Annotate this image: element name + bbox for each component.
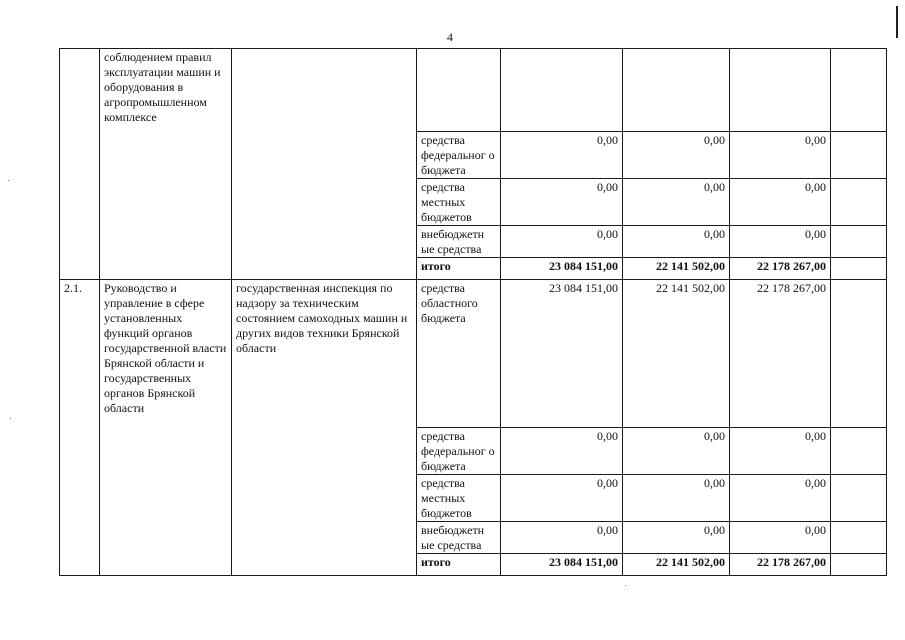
scan-edge-mark — [896, 6, 898, 38]
amount-year1-cell: 23 084 151,00 — [501, 280, 623, 428]
amount-year3-cell: 0,00 — [730, 428, 831, 475]
amount-year1-cell: 0,00 — [501, 132, 623, 179]
funding-source-cell: средства областного бюджета — [417, 280, 501, 428]
total-label-cell: итого — [417, 554, 501, 576]
amount-year2-cell — [623, 49, 730, 132]
funding-source-cell: внебюджетн ые средства — [417, 522, 501, 554]
amount-year2-cell: 0,00 — [623, 179, 730, 226]
amount-year3-cell: 0,00 — [730, 226, 831, 258]
amount-year2-cell: 0,00 — [623, 132, 730, 179]
amount-year3-cell: 0,00 — [730, 522, 831, 554]
amount-year1-cell: 0,00 — [501, 179, 623, 226]
row-number-cell — [60, 49, 100, 280]
amount-year3-cell — [730, 49, 831, 132]
amount-year3-cell: 22 178 267,00 — [730, 280, 831, 428]
row-number-cell: 2.1. — [60, 280, 100, 576]
amount-year1-cell — [501, 49, 623, 132]
scan-speck — [625, 585, 626, 586]
total-year3-cell: 22 178 267,00 — [730, 258, 831, 280]
empty-cell — [831, 428, 887, 475]
empty-cell — [831, 522, 887, 554]
amount-year1-cell: 0,00 — [501, 428, 623, 475]
executor-cell — [232, 49, 417, 280]
page-number: 4 — [447, 30, 453, 44]
amount-year2-cell: 0,00 — [623, 522, 730, 554]
scan-speck — [8, 180, 9, 181]
empty-cell — [831, 280, 887, 428]
empty-cell — [831, 554, 887, 576]
amount-year2-cell: 0,00 — [623, 428, 730, 475]
amount-year3-cell: 0,00 — [730, 475, 831, 522]
amount-year2-cell: 0,00 — [623, 226, 730, 258]
amount-year3-cell: 0,00 — [730, 179, 831, 226]
amount-year1-cell: 0,00 — [501, 226, 623, 258]
funding-source-cell: средства местных бюджетов — [417, 179, 501, 226]
total-year3-cell: 22 178 267,00 — [730, 554, 831, 576]
empty-cell — [831, 226, 887, 258]
amount-year2-cell: 0,00 — [623, 475, 730, 522]
activity-cell: Руководство и управление в сфере установленных функций органов государственной власти Брянской области и государственных органов Брянской области — [100, 280, 232, 576]
empty-cell — [831, 475, 887, 522]
funding-source-cell: средства федеральног о бюджета — [417, 428, 501, 475]
empty-cell — [831, 132, 887, 179]
amount-year1-cell: 0,00 — [501, 522, 623, 554]
table-row — [60, 49, 887, 132]
executor-cell: государственная инспекция по надзору за техническим состоянием самоходных машин и других видов техники Брянской области — [232, 280, 417, 576]
table-row — [60, 280, 887, 428]
amount-year3-cell: 0,00 — [730, 132, 831, 179]
total-year1-cell: 23 084 151,00 — [501, 258, 623, 280]
funding-source-cell: средства местных бюджетов — [417, 475, 501, 522]
funding-source-cell — [417, 49, 501, 132]
total-year1-cell: 23 084 151,00 — [501, 554, 623, 576]
amount-year1-cell: 0,00 — [501, 475, 623, 522]
scan-speck — [10, 418, 11, 419]
total-year2-cell: 22 141 502,00 — [623, 554, 730, 576]
funding-source-cell: средства федеральног о бюджета — [417, 132, 501, 179]
funding-source-cell: внебюджетн ые средства — [417, 226, 501, 258]
total-year2-cell: 22 141 502,00 — [623, 258, 730, 280]
empty-cell — [831, 258, 887, 280]
budget-table — [59, 48, 887, 576]
amount-year2-cell: 22 141 502,00 — [623, 280, 730, 428]
activity-cell: соблюдением правил эксплуатации машин и оборудования в агропромышленном комплексе — [100, 49, 232, 280]
empty-cell — [831, 179, 887, 226]
total-label-cell: итого — [417, 258, 501, 280]
empty-cell — [831, 49, 887, 132]
